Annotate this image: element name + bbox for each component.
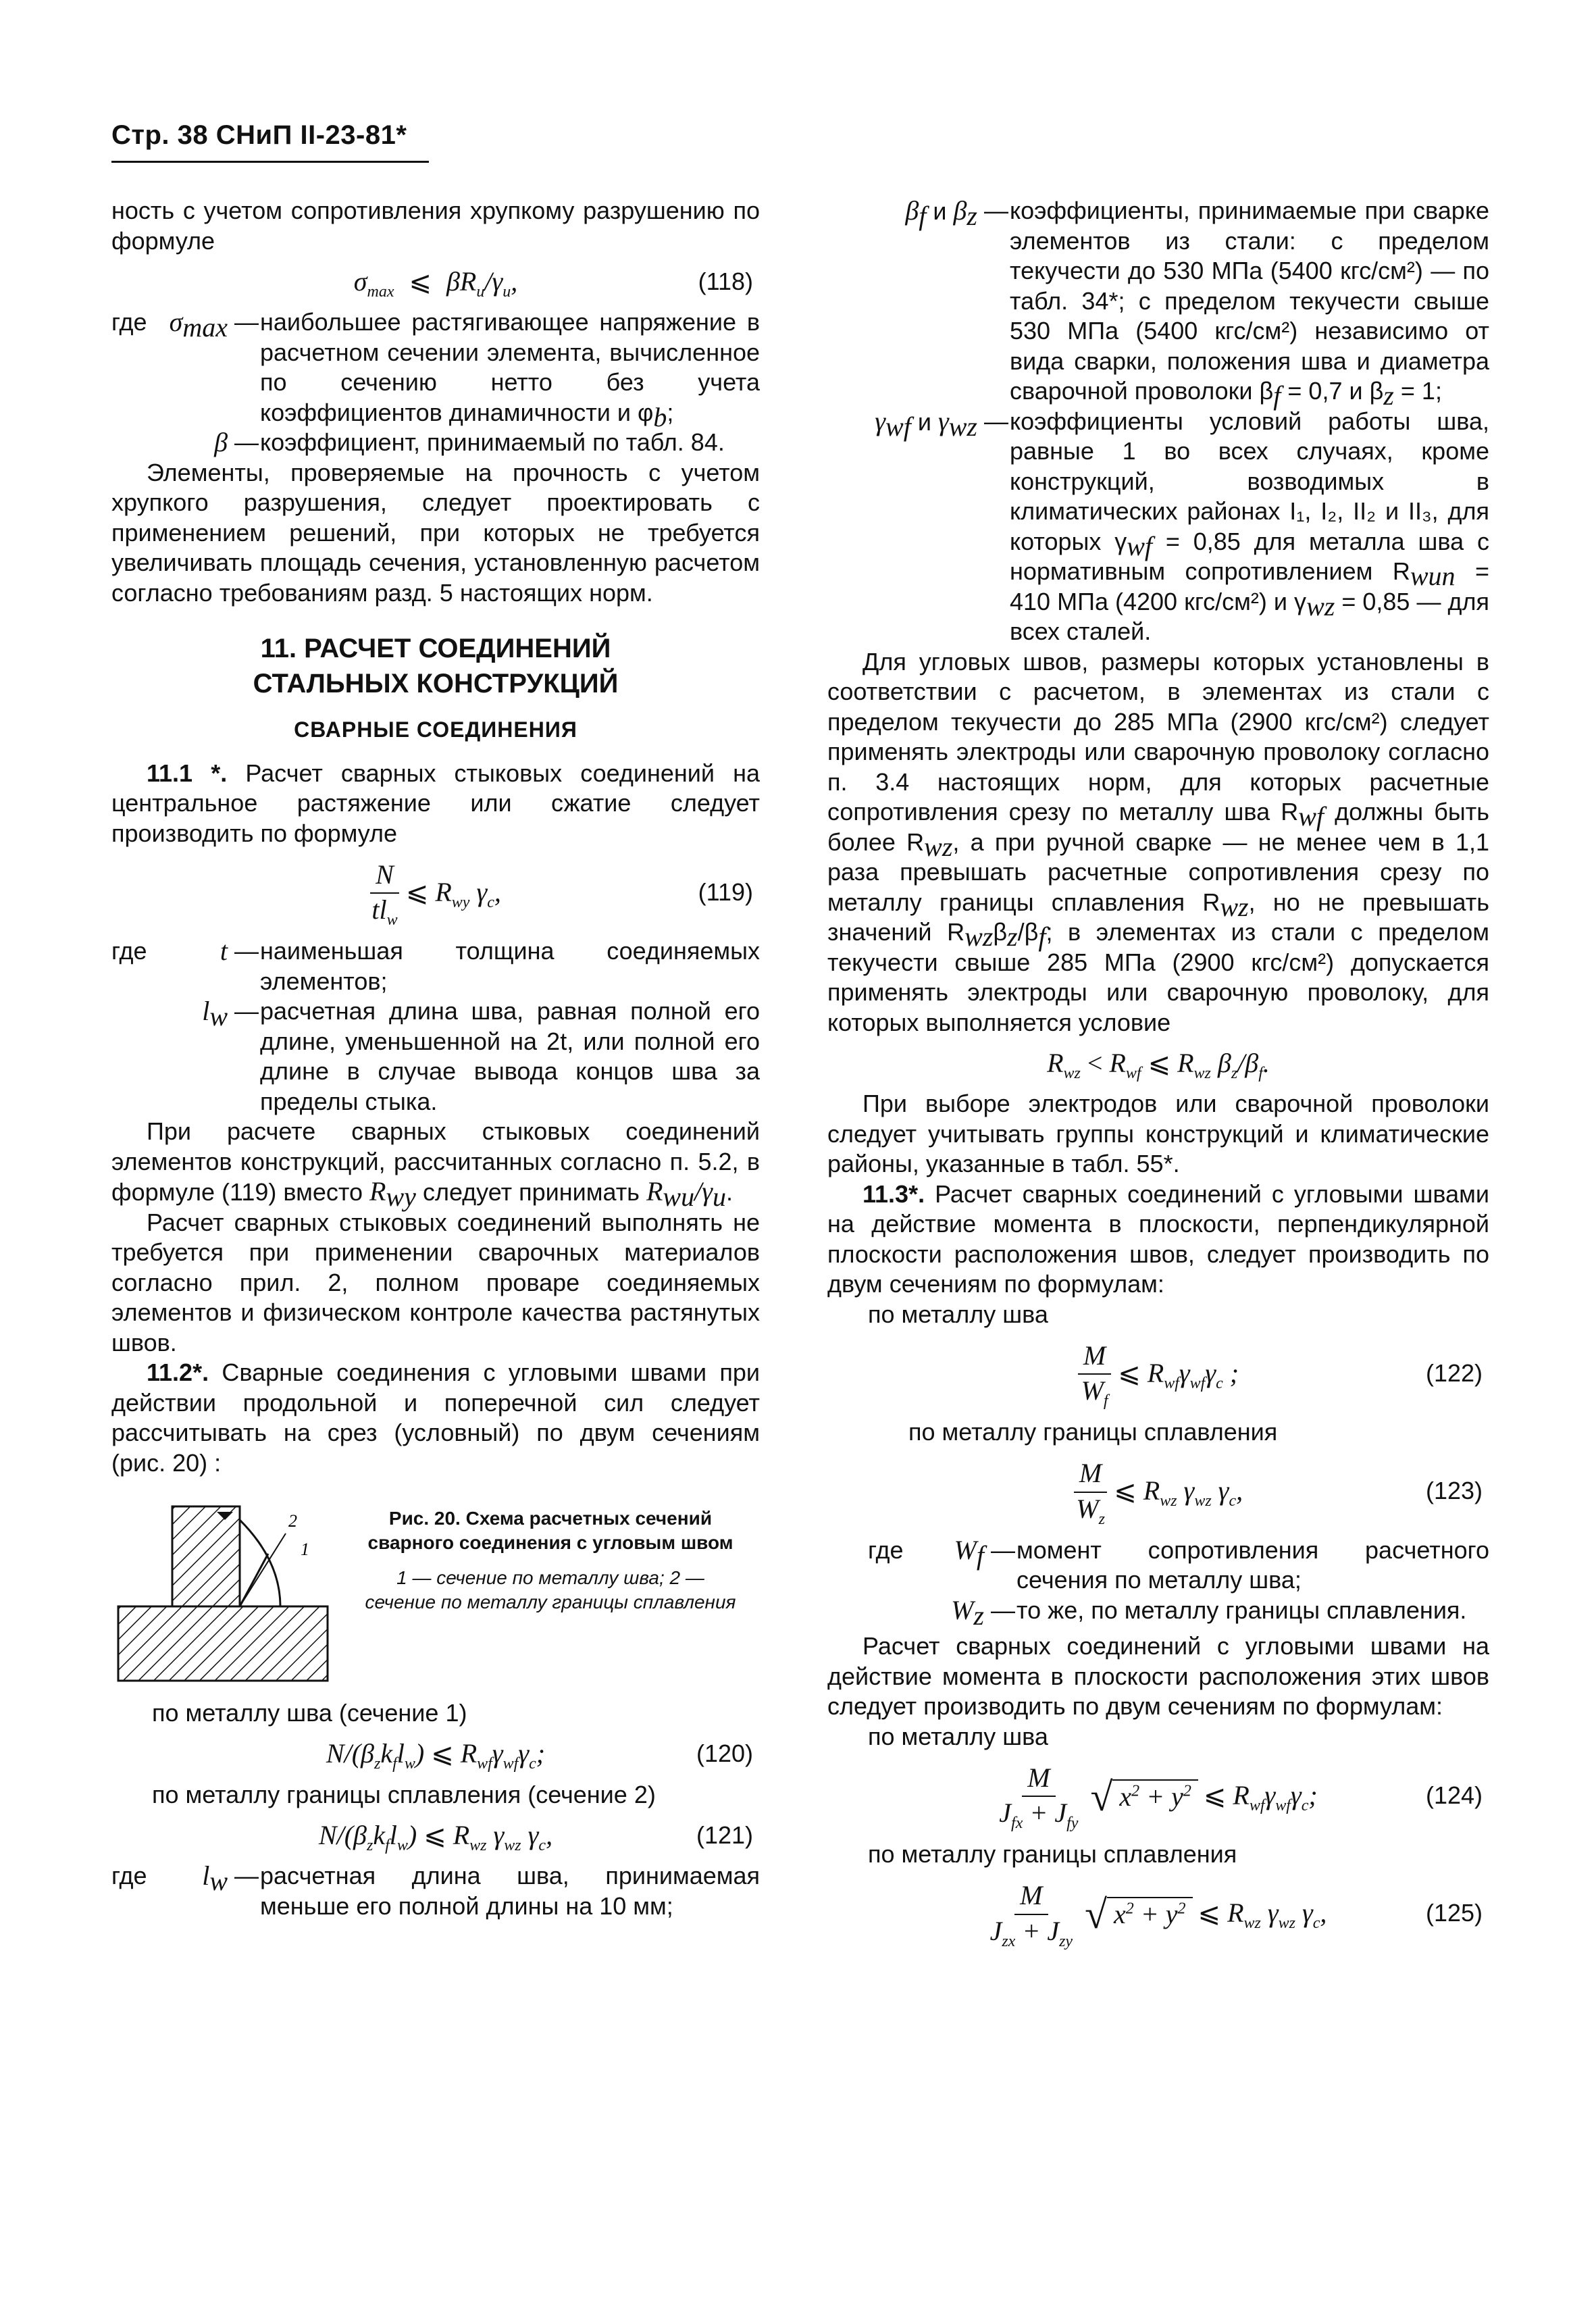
equation-120: $N/(\beta_zk_fl_w)$ ⩽ $R_{wf}\gamma_{wf}\gamma_c$; (120)	[326, 1738, 753, 1773]
page-header: Стр. 38 СНиП II-23-81*	[111, 120, 407, 150]
section-title: 11. РАСЧЕТ СОЕДИНЕНИЙ СТАЛЬНЫХ КОНСТРУКЦИЙ	[253, 634, 619, 698]
equation-number: (118)	[698, 267, 753, 295]
label: по металлу границы сплавления	[908, 1418, 1278, 1446]
label: по металлу границы сплавления	[868, 1840, 1237, 1868]
right-column	[827, 196, 1489, 1958]
figure-label-2: 2	[288, 1511, 297, 1531]
figure-20	[111, 1493, 760, 1689]
equation-124: $\frac{M}{J_{fx} + J_{fy}}$ √ $x^2 + y^2$ ⩽ $R_{wf}\gamma_{wf}\gamma_c$; (124)	[999, 1762, 1483, 1832]
equation-number: (120)	[696, 1739, 753, 1768]
definitions-list: где $\sigma_{max}$ — наибольшее растягивающее напряжение в расчетном сечении элемента, вычисленное по сечению нетто без учета коэффициентов динамичности и $\varphi_b$; β — коэффициент, принимаемый по табл. 84.	[111, 307, 760, 457]
left-column	[111, 196, 760, 1921]
equation-number: (123)	[1425, 1477, 1483, 1505]
header-rule	[111, 161, 429, 163]
equation-119: $\frac{N}{tl_w}$ ⩽ $R_{wy}$ $\gamma_c$, (119)	[111, 855, 760, 930]
condition-equation: $R_{wz} < R_{wf}$ ⩽ $R_{wz}$ $\beta_z/\beta_f$.	[1047, 1047, 1270, 1082]
label: по металлу шва	[868, 1722, 1048, 1750]
subsection-title: СВАРНЫЕ СОЕДИНЕНИЯ	[294, 717, 577, 742]
equation-number: (121)	[696, 1821, 753, 1849]
paragraph: Элементы, проверяемые на прочность с учетом хрупкого разрушения, следует проектировать с применением решений, при которых не требуется увеличивать площадь сечения, установленную расчетом согласно требованиям разд. 5 настоящих норм.	[111, 458, 760, 607]
equation-number: (119)	[698, 878, 753, 906]
label: по металлу границы сплавления (сечение 2)	[152, 1780, 656, 1808]
label: по металлу шва	[868, 1300, 1048, 1328]
clause-11-1: 11.1 *. Расчет сварных стыковых соединений на центральное растяжение или сжатие следует производить по формуле	[111, 759, 760, 847]
paragraph: Для угловых швов, размеры которых установлены в соответствии с расчетом, в элементах из стали с пределом текучести до 285 МПа (2900 кгс/см²) следует применять электроды или сварочную проволоку согласно п. 3.4 настоящих норм, для которых расчетные сопротивления срезу по металлу шва $R_{wf}$ должны быть более $R_{wz}$, а при ручной сварке — не менее чем в 1,1 раза превышать расчетные сопротивления срезу по металлу границы сплавления $R_{wz}$, но не превышать значений $R_{wz}\beta_z/\beta_f$; в элементах из стали с пределом текучести свыше 285 МПа (2900 кгс/см²) допускается применять электроды или сварочную проволоку, для которых выполняется условие	[827, 647, 1489, 1036]
paragraph: При выборе электродов или сварочной проволоки следует учитывать группы конструкций и климатические районы, указанные в табл. 55*.	[827, 1090, 1489, 1177]
equation-125: $\frac{M}{J_{zx} + J_{zy}}$ √ $x^2 + y^2$ ⩽ $R_{wz}$ $\gamma_{wz}$ $\gamma_c$, (125)	[989, 1880, 1483, 1950]
paragraph: ность с учетом сопротивления хрупкому разрушению по формуле	[111, 197, 760, 255]
paragraph: Расчет сварных соединений с угловыми швами на действие момента в плоскости расположения этих швов следует производить по двум сечениям по формулам:	[827, 1632, 1489, 1720]
paragraph: Расчет сварных стыковых соединений выполнять не требуется при применении сварочных материалов согласно прил. 2, полном проваре соединяемых элементов и физическом контроле качества растянутых швов.	[111, 1208, 760, 1356]
weld-diagram	[111, 1493, 334, 1689]
equation-122: $\frac{M}{W_f}$ ⩽ $R_{wf}\gamma_{wf}\gamma_c$ ; (122)	[827, 1336, 1489, 1410]
equation-number: (125)	[1425, 1899, 1483, 1927]
clause-11-3: 11.3*. Расчет сварных соединений с угловыми швами на действие момента в плоскости, перпендикулярной плоскости расположения швов, следует производить по двум сечениям по формулам:	[827, 1179, 1489, 1298]
definitions-list: где $W_f$ — момент сопротивления расчетного сечения по металлу шва; $W_z$ — то же, по металлу границы сплавления.	[868, 1534, 1489, 1631]
paragraph: При расчете сварных стыковых соединений элементов конструкций, рассчитанных согласно п. 5.2, в формуле (119) вместо $R_{wy}$ следует принимать $R_{wu}/\gamma_u$.	[111, 1117, 760, 1213]
figure-caption: Рис. 20. Схема расчетных сечений сварного соединения с угловым швом 1 — сечение по металлу шва; 2 — сечение по металлу границы сплавления	[365, 1508, 736, 1612]
definitions-list: где $l_w$ — расчетная длина шва, принимаемая меньше его полной длины на 10 мм;	[111, 1860, 760, 1920]
equation-123: $\frac{M}{W_z}$ ⩽ $R_{wz}$ $\gamma_{wz}$ $\gamma_c$, (123)	[827, 1454, 1489, 1529]
equation-number: (122)	[1425, 1358, 1483, 1387]
equation-number: (124)	[1425, 1781, 1483, 1809]
equation-118: $\sigma_{max}$ ⩽ $\beta R_u/\gamma_u$, (118)	[353, 265, 753, 301]
label: по металлу шва (сечение 1)	[152, 1699, 467, 1727]
definitions-list: $\beta_f$ и $\beta_z$ — коэффициенты, принимаемые при сварке элементов из стали: с пределом текучести до 530 МПа (5400 кгс/см²) — по табл. 34*; с пределом текучести свыше 530 МПа (5400 кгс/см²) независимо от вида сварки, положения шва и диаметра сварочной проволоки $\beta_f = 0,7$ и $\beta_z = 1$; $\gamma_{wf}$ и $\gamma_{wz}$ — коэффициенты условий работы шва, равные 1 во всех случаях, кроме конструкций, возводимых в климатических районах I₁, I₂, II₂ и II₃, для которых $\gamma_{wf} = 0,85$ для металла шва с нормативным сопротивлением $R_{wun} = 410$ МПа (4200 кгс/см²) и $\gamma_{wz} = 0,85$ — для всех сталей.	[875, 195, 1489, 645]
definitions-list: где t — наименьшая толщина соединяемых элементов; $l_w$ — расчетная длина шва, равная полной его длине, уменьшенной на 2t, или полной его длине в случае вывода концов шва за пределы стыка.	[111, 936, 760, 1115]
clause-11-2: 11.2*. Сварные соединения с угловыми швами при действии продольной и поперечной сил следует рассчитывать на срез (условный) по двум сечениям (рис. 20) :	[111, 1358, 760, 1477]
figure-label-1: 1	[301, 1540, 309, 1559]
equation-121: $N/(\beta_zk_fl_w)$ ⩽ $R_{wz}$ $\gamma_{wz}$ $\gamma_c$, (121)	[318, 1819, 753, 1854]
